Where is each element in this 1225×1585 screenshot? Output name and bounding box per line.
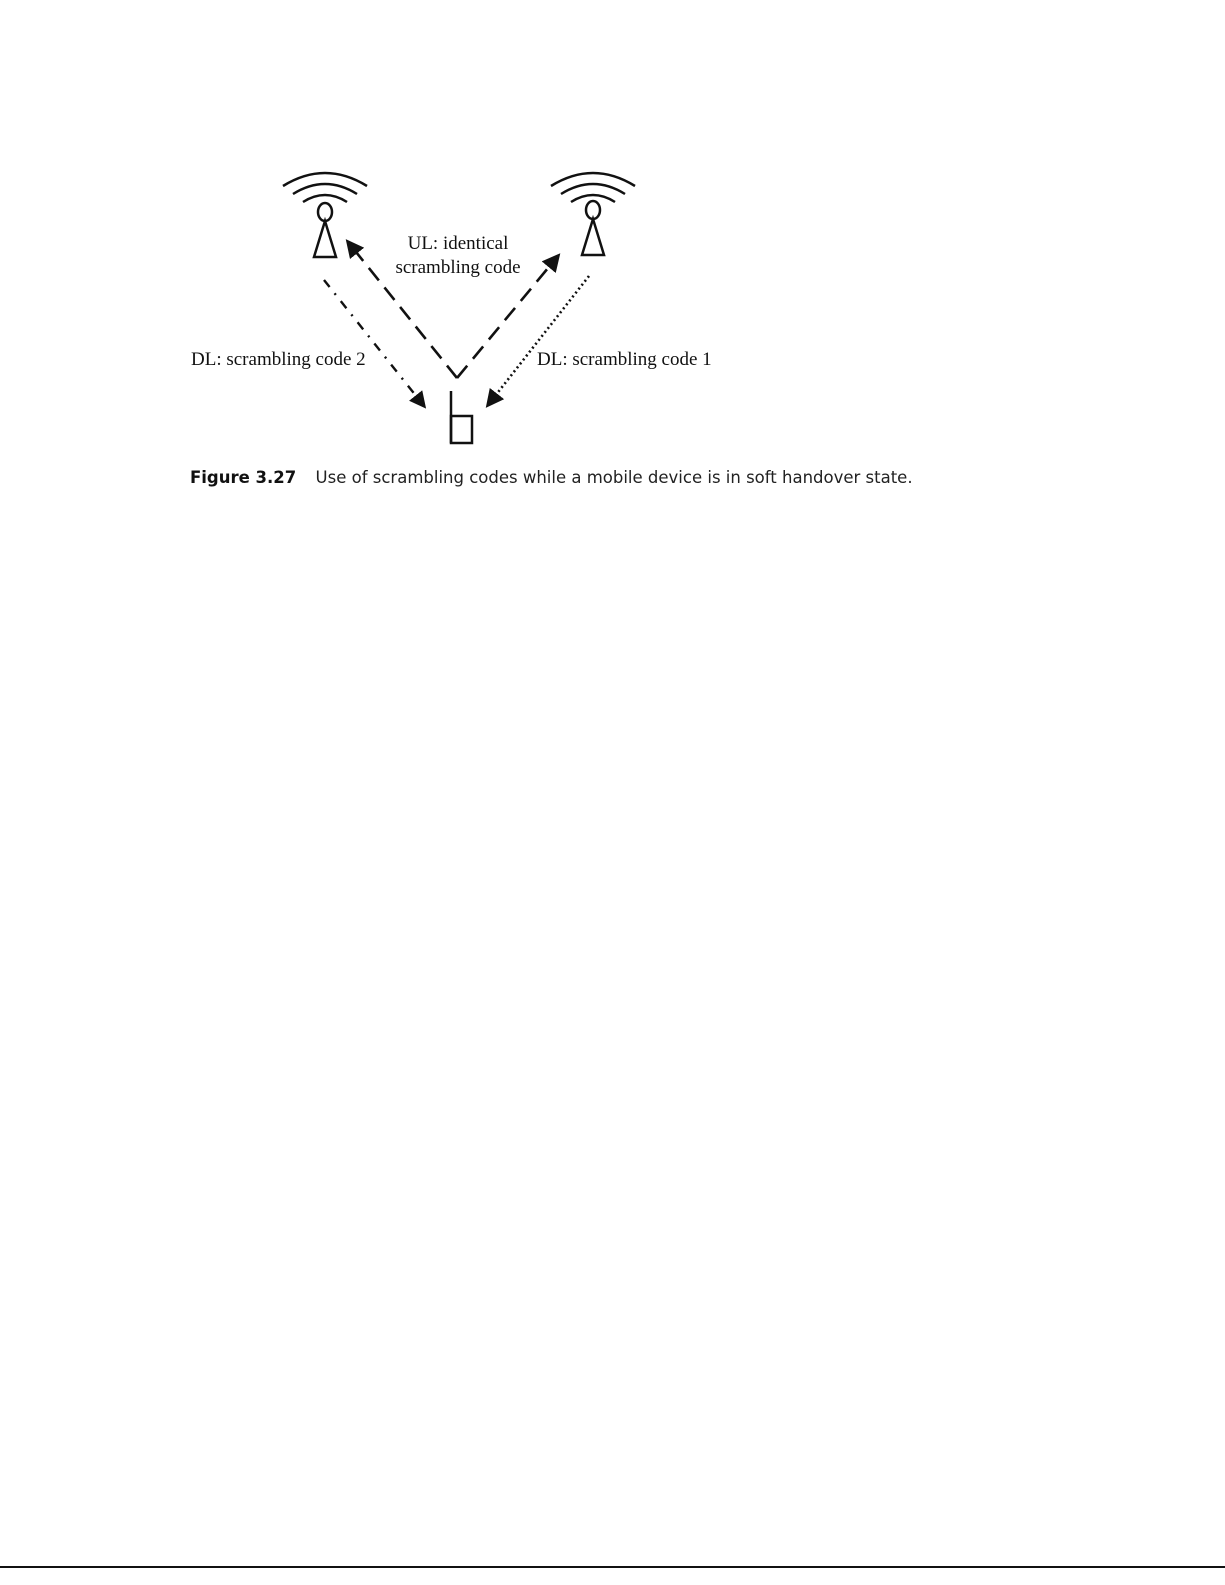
- downlink-arrow-code-1: [488, 276, 589, 405]
- uplink-label-line-2: scrambling code: [395, 257, 521, 278]
- downlink-code-1-label: DL: scrambling code 1: [537, 349, 712, 370]
- page-bottom-rule: [0, 1566, 1225, 1568]
- uplink-label: [388, 232, 528, 280]
- figure-number: Figure 3.27: [190, 468, 297, 487]
- base-station-left-icon: [283, 173, 367, 257]
- uplink-label-line-1: UL: identical: [407, 233, 509, 254]
- figure-caption-text: Use of scrambling codes while a mobile device is in soft handover state.: [315, 468, 913, 487]
- downlink-arrow-code-2: [324, 280, 424, 406]
- downlink-code-2-label: DL: scrambling code 2: [191, 349, 366, 370]
- figure-caption: [190, 468, 913, 487]
- mobile-device-icon: [451, 391, 472, 443]
- base-station-right-icon: [551, 173, 635, 255]
